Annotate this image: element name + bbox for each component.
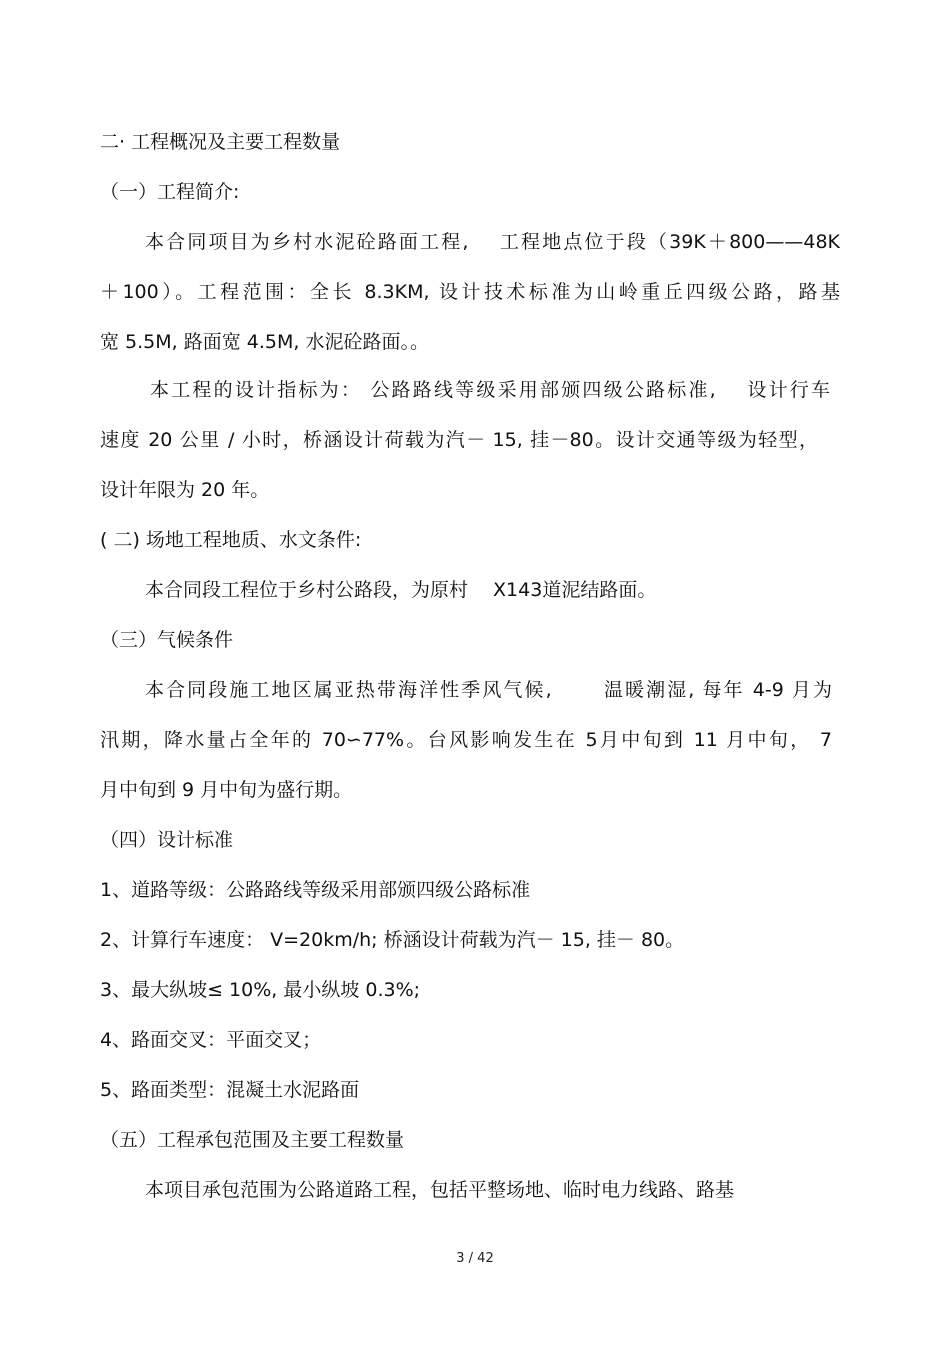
paragraph-5: 本项目承包范围为公路道路工程，包括平整场地、临时电力线路、路基	[145, 1179, 735, 1201]
paragraph-4-line-2: 汛期，降水量占全年的 70∽77%。台风影响发生在 5月中旬到 11 月中旬， 7	[100, 729, 832, 751]
subsection-title-1: （一）工程简介:	[100, 181, 240, 203]
standard-item-4: 4、路面交叉：平面交叉；	[100, 1029, 322, 1051]
paragraph-1-line-1: 本合同项目为乡村水泥砼路面工程, 工程地点位于段（39K＋800——48K	[145, 231, 840, 253]
paragraph-4-line-1: 本合同段施工地区属亚热带海洋性季风气候, 温暖潮湿, 每年 4-9 月为	[145, 679, 832, 701]
standard-item-3: 3、最大纵坡≤ 10%, 最小纵坡 0.3%;	[100, 979, 421, 1001]
subsection-title-3: （三）气候条件	[100, 629, 234, 651]
paragraph-3: 本合同段工程位于乡村公路段，为原村 X143道泥结路面。	[145, 579, 657, 601]
section-heading: 二· 工程概况及主要工程数量	[100, 131, 341, 153]
paragraph-4-line-3: 月中旬到 9 月中旬为盛行期。	[100, 779, 353, 801]
paragraph-1-line-2: ＋100）。工程范围：全长 8.3KM, 设计技术标准为山岭重丘四级公路，路基	[100, 281, 840, 303]
paragraph-2-line-1: 本工程的设计指标为： 公路路线等级采用部颁四级公路标准, 设计行车	[150, 379, 830, 401]
paragraph-1-line-3: 宽 5.5M, 路面宽 4.5M, 水泥砼路面。。	[100, 331, 429, 353]
paragraph-2-line-2: 速度 20 公里 / 小时，桥涵设计荷载为汽－ 15, 挂－80。设计交通等级为轻型，	[100, 429, 818, 451]
subsection-title-2: ( 二) 场地工程地质、水文条件:	[100, 529, 362, 551]
paragraph-2-line-3: 设计年限为 20 年。	[100, 479, 270, 501]
subsection-title-5: （五）工程承包范围及主要工程数量	[100, 1129, 405, 1151]
standard-item-1: 1、道路等级：公路路线等级采用部颁四级公路标准	[100, 879, 531, 901]
standard-item-5: 5、路面类型：混凝土水泥路面	[100, 1079, 360, 1101]
page-number: 3 / 42	[456, 1251, 494, 1266]
standard-item-2: 2、计算行车速度： V=20km/h; 桥涵设计荷载为汽－ 15, 挂－ 80。	[100, 929, 685, 951]
subsection-title-4: （四）设计标准	[100, 829, 234, 851]
